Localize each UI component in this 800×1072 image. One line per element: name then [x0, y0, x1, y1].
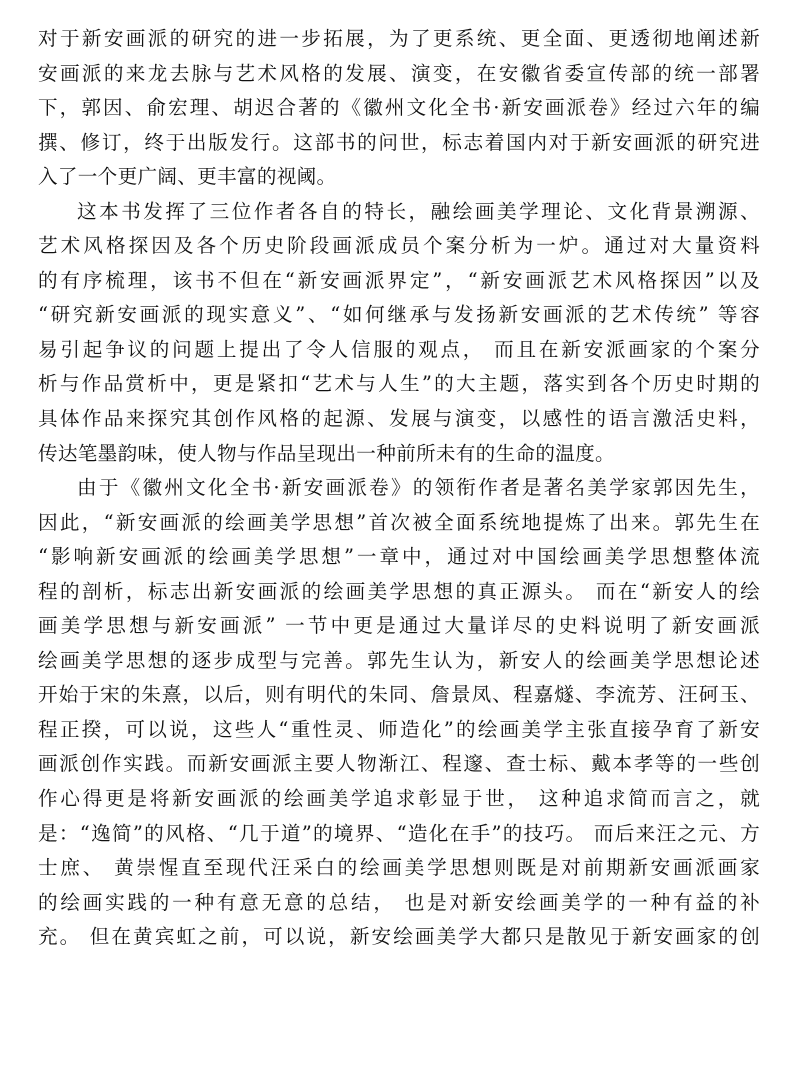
body-text	[38, 22, 760, 955]
text-line: 画美学思想与新安画派” 一节中更是通过大量详尽的史料说明了新安画派	[38, 614, 760, 638]
text-line: 作心得更是将新安画派的绘画美学追求彰显于世， 这种追求简而言之，就	[38, 787, 760, 811]
text-line: 析与作品赏析中，更是紧扣“艺术与人生”的大主题，落实到各个历史时期的	[38, 372, 760, 396]
text-line: 绘画美学思想的逐步成型与完善。郭先生认为，新安人的绘画美学思想论述	[38, 648, 760, 672]
text-line: 因此，“新安画派的绘画美学思想”首次被全面系统地提炼了出来。郭先生在	[38, 510, 760, 534]
text-line: 程正揆，可以说，这些人“重性灵、师造化”的绘画美学主张直接孕育了新安	[38, 717, 760, 741]
paragraph-first-line: 这本书发挥了三位作者各自的特长，融绘画美学理论、文化背景溯源、	[77, 199, 760, 223]
text-line: 下，郭因、俞宏理、胡迟合著的《徽州文化全书·新安画派卷》经过六年的编	[38, 96, 760, 120]
text-line: 开始于宋的朱熹，以后，则有明代的朱同、詹景凤、程嘉燧、李流芳、汪砢玉、	[38, 683, 760, 707]
text-line: “影响新安画派的绘画美学思想”一章中，通过对中国绘画美学思想整体流	[38, 545, 760, 569]
text-line: 对于新安画派的研究的进一步拓展，为了更系统、更全面、更透彻地阐述新	[38, 27, 760, 50]
text-line: 艺术风格探因及各个历史阶段画派成员个案分析为一炉。通过对大量资料	[38, 234, 760, 258]
text-line: 士庶、 黄崇惺直至现代汪采白的绘画美学思想则既是对前期新安画派画家	[38, 856, 760, 880]
text-line: 程的剖析，标志出新安画派的绘画美学思想的真正源头。 而在“新安人的绘	[38, 579, 760, 603]
text-line: 具体作品来探究其创作风格的起源、发展与演变，以感性的语言激活史料，	[38, 407, 760, 431]
text-line: 充。 但在黄宾虹之前，可以说，新安绘画美学大都只是散见于新安画家的创	[38, 925, 760, 949]
text-line: 入了一个更广阔、更丰富的视阈。	[38, 165, 337, 189]
text-line: 画派创作实践。而新安画派主要人物渐江、程邃、查士标、戴本孝等的一些创	[38, 752, 760, 776]
text-line: 是：“逸简”的风格、“几于道”的境界、“造化在手”的技巧。 而后来汪之元、方	[38, 821, 760, 845]
paragraph-first-line: 由于《徽州文化全书·新安画派卷》的领衔作者是著名美学家郭因先生，	[77, 476, 760, 500]
text-line: 传达笔墨韵味，使人物与作品呈现出一种前所未有的生命的温度。	[38, 441, 615, 465]
text-line: 的有序梳理，该书不但在“新安画派界定”，“新安画派艺术风格探因”以及	[38, 268, 760, 292]
text-line: 的绘画实践的一种有意无意的总结， 也是对新安绘画美学的一种有益的补	[38, 890, 760, 914]
text-line: 撰、修订，终于出版发行。这部书的问世，标志着国内对于新安画派的研究进	[38, 130, 760, 154]
text-line: 安画派的来龙去脉与艺术风格的发展、演变，在安徽省委宣传部的统一部署	[38, 61, 760, 85]
text-line: “研究新安画派的现实意义”、“如何继承与发扬新安画派的艺术传统” 等容	[38, 303, 760, 327]
text-line: 易引起争议的问题上提出了令人信服的观点， 而且在新安派画家的个案分	[38, 337, 760, 361]
